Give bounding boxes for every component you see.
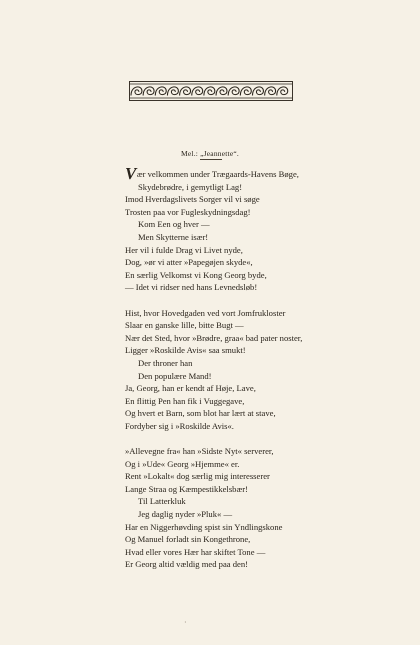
poem-line — [125, 307, 365, 320]
poem-line-text: Har en Niggerhøvding spist sin Yndlingskone — [125, 521, 283, 532]
poem-line — [125, 370, 365, 383]
poem-line — [125, 458, 365, 471]
poem-line — [125, 269, 365, 282]
poem-line-text: Men Skytterne især! — [138, 231, 209, 242]
poem-line — [125, 231, 365, 244]
poem-line-text: Dog, »ør vi atter »Papegøjen skyde«, — [125, 257, 253, 268]
poem-line-text: Nær det Sted, hvor »Brødre, graa« bad pater noster, — [125, 332, 303, 343]
stanza — [125, 307, 365, 433]
poem-line-text: En særlig Velkomst vi Kong Georg byde, — [125, 269, 267, 280]
poem-line — [125, 181, 365, 194]
poem-line-text: Slaar en ganske lille, bitte Bugt — — [125, 320, 244, 331]
poem-line — [125, 344, 365, 357]
poem-line — [125, 382, 365, 395]
poem-line-text: Og hvert et Barn, som blot har lært at stave, — [125, 408, 276, 419]
poem-line — [125, 256, 365, 269]
poem-line-text: Hist, hvor Hovedgaden ved vort Jomfrukloster — [125, 307, 286, 318]
ornamental-border-band — [129, 81, 293, 101]
poem-line — [125, 420, 365, 433]
drop-cap-letter: V — [125, 164, 137, 183]
poem — [125, 164, 365, 584]
poem-line-text: Der throner han — [138, 357, 193, 368]
poem-line-text: Og Manuel forladt sin Kongethrone, — [125, 534, 251, 545]
poem-line-text: Ja, Georg, han er kendt af Høje, Lave, — [125, 383, 256, 394]
poem-line-text: Hvad eller vores Hær har skiftet Tone — — [125, 546, 266, 557]
spiral-ornament-icon — [130, 82, 292, 100]
poem-line-text: Skydebrødre, i gemytligt Lag! — [138, 181, 243, 192]
poem-line — [125, 470, 365, 483]
margin-mark: · — [184, 618, 187, 627]
poem-line-text: — Idet vi ridser ned hans Levnedsløb! — [125, 282, 258, 293]
poem-line-text: Jeg daglig nyder »Pluk« — — [138, 509, 233, 520]
poem-line — [125, 206, 365, 219]
poem-line — [125, 244, 365, 257]
poem-line-text: Og i »Ude« Georg »Hjemme« er. — [125, 458, 240, 469]
poem-line-text: Rent »Lokalt« dog særlig mig interesserer — [125, 471, 270, 482]
poem-line — [125, 319, 365, 332]
poem-line — [125, 546, 365, 559]
poem-line-text: Her vil i fulde Drag vi Livet nyde, — [125, 244, 243, 255]
poem-line-text: ær velkommen under Trægaards-Havens Bøge, — [136, 169, 299, 179]
poem-line-text: Er Georg altid vældig med paa den! — [125, 559, 248, 570]
poem-line-text: Den populære Mand! — [138, 370, 212, 381]
poem-line — [125, 483, 365, 496]
melody-underline — [200, 159, 222, 160]
poem-line-text: Imod Hverdagslivets Sorger vil vi søge — [125, 194, 260, 205]
poem-line — [125, 533, 365, 546]
poem-line-text: En flittig Pen han fik i Vuggegave, — [125, 395, 245, 406]
stanza — [125, 164, 365, 294]
melody-caption: Mel.: „Jeannette“. — [181, 149, 239, 158]
poem-line — [125, 357, 365, 370]
poem-line-text: Trosten paa vor Fugleskydningsdag! — [125, 206, 251, 217]
poem-line — [125, 445, 365, 458]
poem-line — [125, 495, 365, 508]
poem-line — [125, 164, 365, 183]
poem-line — [125, 332, 365, 345]
poem-line — [125, 558, 365, 571]
poem-line-text: Til Latterkluk — [138, 496, 186, 507]
poem-line-text: Ligger »Roskilde Avis« saa smukt! — [125, 345, 246, 356]
poem-line — [125, 281, 365, 294]
poem-line-text: Kom Een og hver — — [138, 219, 210, 230]
poem-line — [125, 395, 365, 408]
poem-line — [125, 521, 365, 534]
poem-line — [125, 508, 365, 521]
poem-line-text: »Allevegne fra« han »Sidste Nyt« serverer, — [125, 446, 274, 457]
poem-line — [125, 193, 365, 206]
poem-line-text: Fordyber sig i »Roskilde Avis«. — [125, 420, 234, 431]
stanza — [125, 445, 365, 571]
poem-line-text: Lange Straa og Kæmpestikkelsbær! — [125, 483, 248, 494]
poem-line — [125, 218, 365, 231]
poem-line — [125, 407, 365, 420]
